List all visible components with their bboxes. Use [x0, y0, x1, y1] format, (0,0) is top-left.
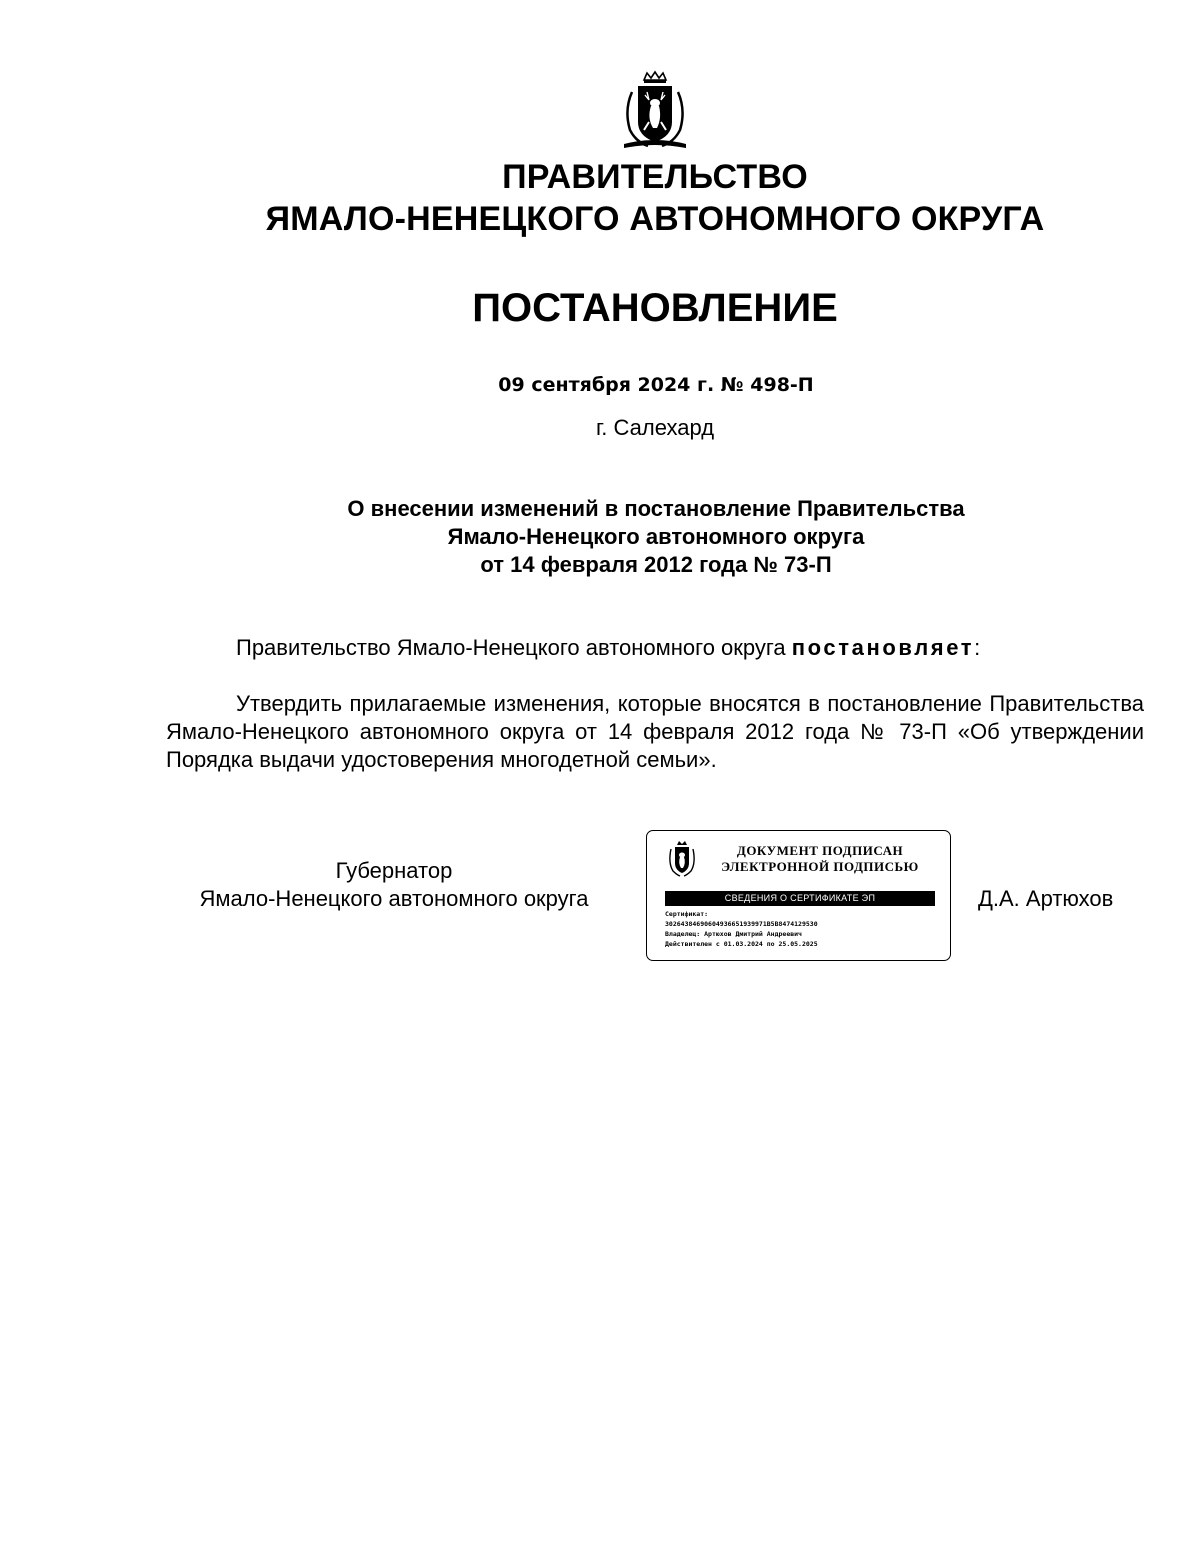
- signer-title-line1: Губернатор: [335, 858, 453, 883]
- preamble-suffix: :: [974, 635, 981, 660]
- stamp-certificate-info: [665, 909, 945, 949]
- stamp-certificate-bar: СВЕДЕНИЯ О СЕРТИФИКАТЕ ЭП: [665, 891, 935, 906]
- document-city: г. Салехард: [595, 415, 715, 440]
- document-date-number: 09 сентября 2024 г. № 498-П: [498, 374, 814, 396]
- preamble-emphasis: постановляет: [791, 635, 975, 660]
- electronic-signature-stamp: [646, 830, 951, 961]
- signer-name: Д.А. Артюхов: [978, 886, 1114, 911]
- certificate-number: 30264384690604936651939971B5B8474129530: [665, 920, 818, 928]
- certificate-owner: Владелец: Артюхов Дмитрий Андреевич: [665, 930, 802, 938]
- government-name-line2: ЯМАЛО-НЕНЕЦКОГО АВТОНОМНОГО ОКРУГА: [265, 200, 1045, 238]
- signer-title-line2: Ямало-Ненецкого автономного округа: [199, 886, 589, 911]
- government-name-line1: ПРАВИТЕЛЬСТВО: [502, 158, 808, 196]
- document-subject: [0, 495, 1200, 579]
- subject-line: от 14 февраля 2012 года № 73-П: [480, 552, 832, 577]
- preamble: [236, 635, 980, 661]
- stamp-coat-of-arms-icon: [667, 839, 697, 879]
- stamp-heading-line2: ЭЛЕКТРОННОЙ ПОДПИСЬЮ: [721, 859, 919, 874]
- document-type-title: ПОСТАНОВЛЕНИЕ: [472, 286, 838, 330]
- certificate-label: Сертификат:: [665, 910, 709, 918]
- stamp-heading: [705, 843, 935, 875]
- preamble-text: Правительство Ямало-Ненецкого автономного округа: [236, 635, 792, 660]
- signer-title: [150, 857, 638, 913]
- body-paragraph: Утвердить прилагаемые изменения, которые вносятся в постановление Правительства Ямало-Ненецкого автономного округа от 14 февраля 2012 года № 73-П «Об утверждении Порядка выдачи удостоверения многодетной семьи».: [166, 691, 1144, 772]
- subject-line: О внесении изменений в постановление Правительства: [347, 496, 965, 521]
- certificate-validity: Действителен с 01.03.2024 по 25.05.2025: [665, 940, 818, 948]
- coat-of-arms-icon: [616, 70, 694, 154]
- subject-line: Ямало-Ненецкого автономного округа: [447, 524, 865, 549]
- stamp-heading-line1: ДОКУМЕНТ ПОДПИСАН: [736, 843, 904, 858]
